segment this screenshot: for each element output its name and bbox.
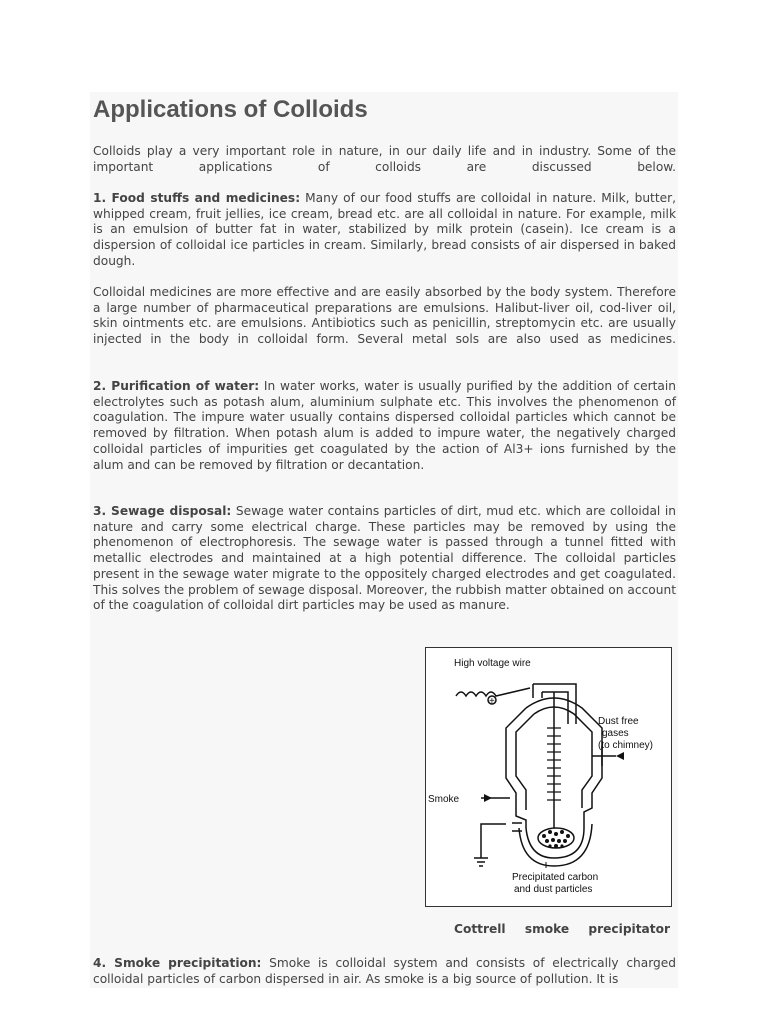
figure-label-gases-3: (to chimney) <box>598 740 654 751</box>
section-colloidal-medicines <box>93 285 676 348</box>
section-text: Many of our food stuffs are colloidal in nature. Milk, butter, whipped cream, fruit jellies, ice cream, bread etc. are all colloidal in nature. For example, milk is an emulsion of butter fat in water, stabilized by milk protein (casein). Ice cream is a dispersion of colloidal ice particles in cream. Similarly, bread consists of air dispersed in baked dough. <box>93 191 676 268</box>
figure-label-gases-1: Dust free <box>598 716 639 727</box>
section-heading: 1. Food stuffs and medicines: <box>93 191 301 205</box>
page-title: Applications of Colloids <box>93 96 368 123</box>
cottrell-diagram <box>426 648 671 906</box>
figure-label-gases-2: gases <box>602 728 629 739</box>
section-text: In water works, water is usually purified by the addition of certain electrolytes such as potash alum, aluminium sulphate etc. This involves the phenomenon of coagulation. The impure water usually contains dispersed colloidal particles which cannot be removed by filtration. When potash alum is added to impure water, the negatively charged colloidal particles of impurities get coagulated by the action of Al3+ ions furnished by the alum and can be removed by filtration or decantation. <box>93 379 676 472</box>
intro-paragraph: Colloids play a very important role in nature, in our daily life and in industry. Some of the important applications of colloids are discussed below. <box>93 144 676 174</box>
figure-label-wire: High voltage wire <box>454 658 531 669</box>
section-heading: 2. Purification of water: <box>93 379 260 393</box>
figure-caption: Cottrell smoke precipitator <box>454 922 670 936</box>
section-smoke-precipitation <box>93 956 676 987</box>
document-page <box>90 92 678 988</box>
section-sewage-disposal <box>93 504 676 614</box>
figure-label-precip-1: Precipitated carbon <box>512 872 599 883</box>
section-heading: 3. Sewage disposal: <box>93 504 232 518</box>
section-water-purification <box>93 379 676 473</box>
section-text: Colloidal medicines are more effective and are easily absorbed by the body system. Therefore a large number of pharmaceutical preparations are emulsions. Halibut-liver oil, cod-liver oil, skin ointments etc. are emulsions. Antibiotics such as penicillin, streptomycin etc. are usually injected in the body in colloidal form. Several metal sols are also used as medicines. <box>93 285 676 347</box>
figure-label-smoke: Smoke <box>428 794 460 805</box>
section-text: Smoke is colloidal system and consists of electrically charged colloidal particles of carbon dispersed in air. As smoke is a big source of pollution. It is <box>93 956 676 986</box>
cottrell-precipitator-figure <box>425 647 672 907</box>
figure-label-plus: + <box>489 696 495 707</box>
section-heading: 4. Smoke precipitation: <box>93 956 262 970</box>
section-food-medicines <box>93 191 676 270</box>
figure-label-precip-2: and dust particles <box>514 884 593 895</box>
section-text: Sewage water contains particles of dirt, mud etc. which are colloidal in nature and carry some electrical charge. These particles may be removed by using the phenomenon of electrophoresis. The sewage water is passed through a tunnel fitted with metallic electrodes and maintained at a high potential difference. The colloidal particles present in the sewage water migrate to the oppositely charged electrodes and get coagulated. This solves the problem of sewage disposal. Moreover, the rubbish matter obtained on account of the coagulation of colloidal dirt particles may be used as manure. <box>93 504 676 613</box>
